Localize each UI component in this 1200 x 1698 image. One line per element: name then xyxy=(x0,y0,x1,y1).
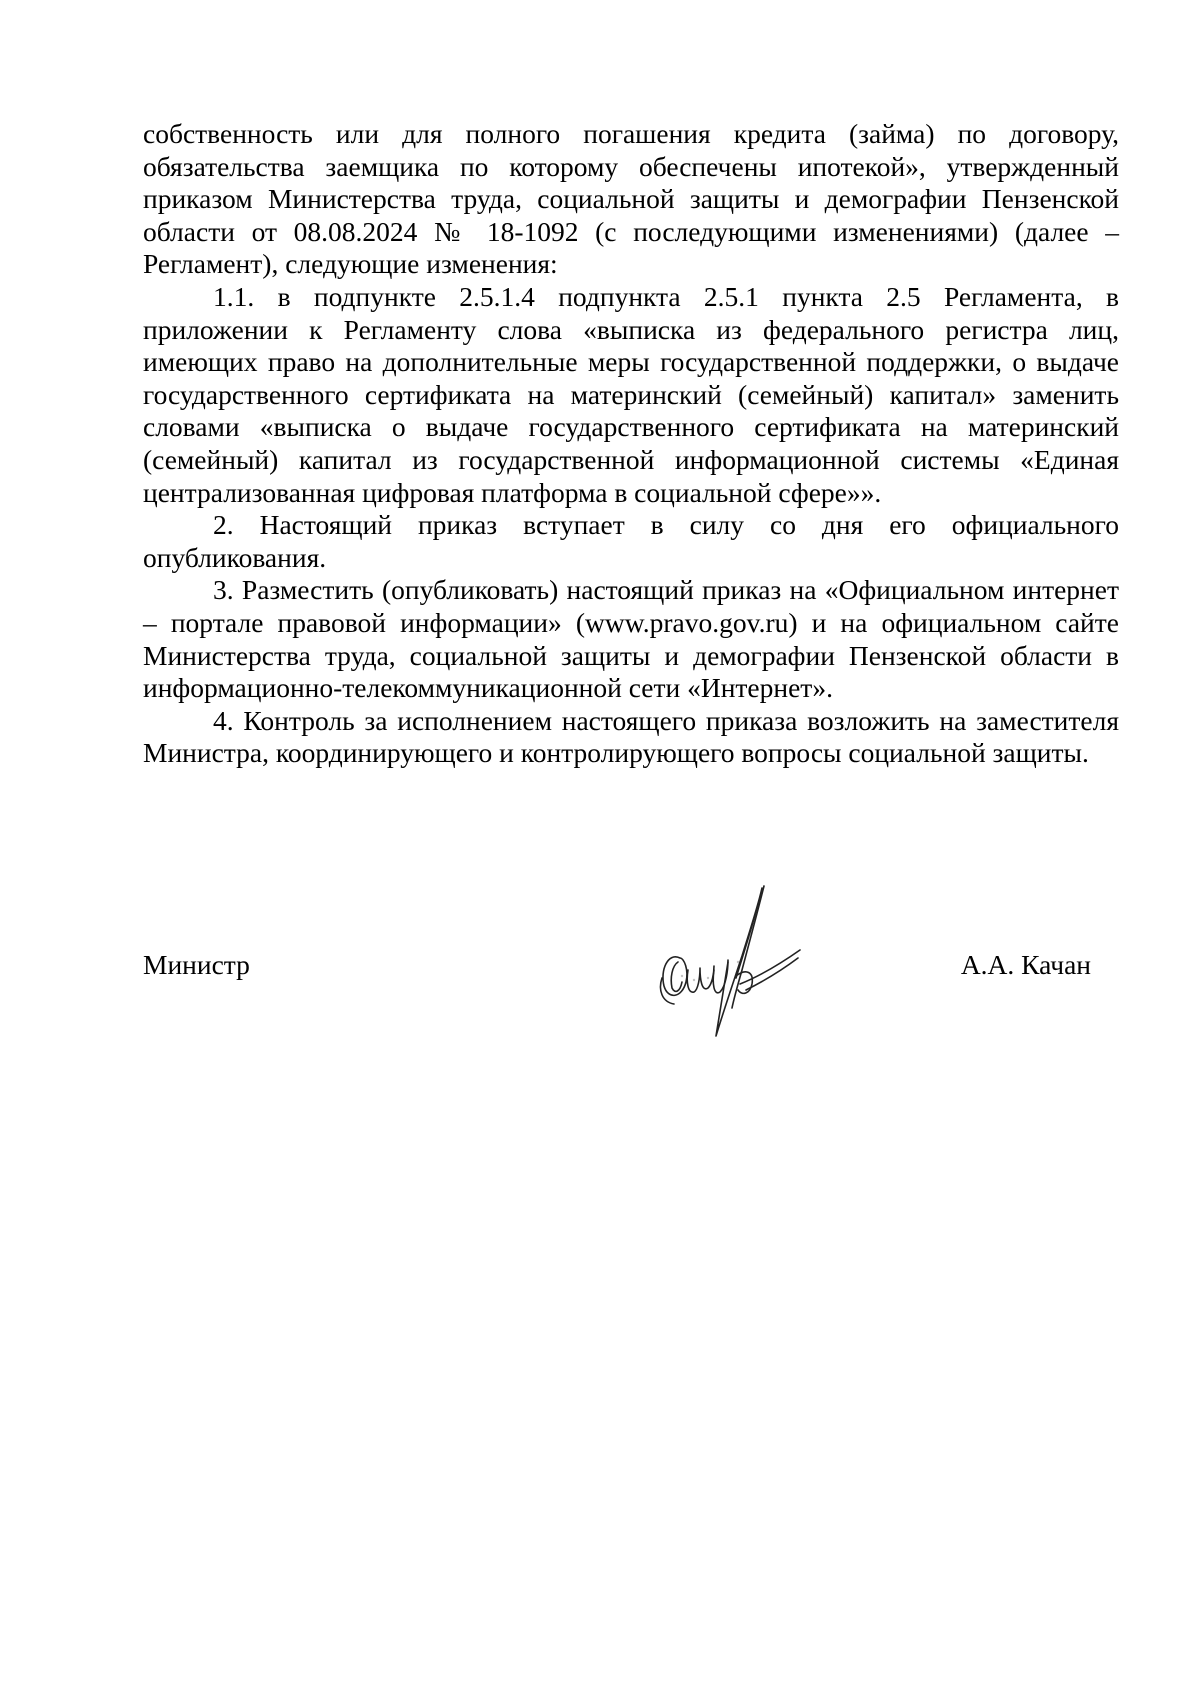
signature-block xyxy=(143,945,1119,985)
paragraph-item-2: 2. Настоящий приказ вступает в силу со дня его официального опубликования. xyxy=(143,509,1119,573)
paragraph-item-3: 3. Разместить (опубликовать) настоящий приказ на «Официальном интернет – портале правовой информации» (www.pravo.gov.ru) и на официальном сайте Министерства труда, социальной защиты и демографии Пензенской области в информационно-телекоммуникационной сети «Интернет». xyxy=(143,574,1119,704)
signatory-title: Министр xyxy=(143,949,250,980)
paragraph-item-1-1: 1.1. в подпункте 2.5.1.4 подпункта 2.5.1 пункта 2.5 Регламента, в приложении к Регламенту слова «выписка из федерального регистра лиц, имеющих право на дополнительные меры государственной поддержки, о выдаче государственного сертификата на материнский (семейный) капитал» заменить словами «выписка о выдаче государственного сертификата на материнский (семейный) капитал из государственной информационной системы «Единая централизованная цифровая платформа в социальной сфере»». xyxy=(143,280,1119,508)
handwritten-signature xyxy=(642,866,822,1046)
paragraph-continuation: собственность или для полного погашения кредита (займа) по договору, обязательства заемщика по которому обеспечены ипотекой», утвержденный приказом Министерства труда, социальной защиты и демографии Пензенской области от 08.08.2024 № 18-1092 (с последующими изменениями) (далее – Регламент), следующие изменения: xyxy=(143,118,1119,280)
paragraph-item-4: 4. Контроль за исполнением настоящего приказа возложить на заместителя Министра, координирующего и контролирующего вопросы социальной защиты. xyxy=(143,704,1119,769)
document-body xyxy=(143,118,1119,770)
signatory-name: А.А. Качан xyxy=(960,949,1091,980)
